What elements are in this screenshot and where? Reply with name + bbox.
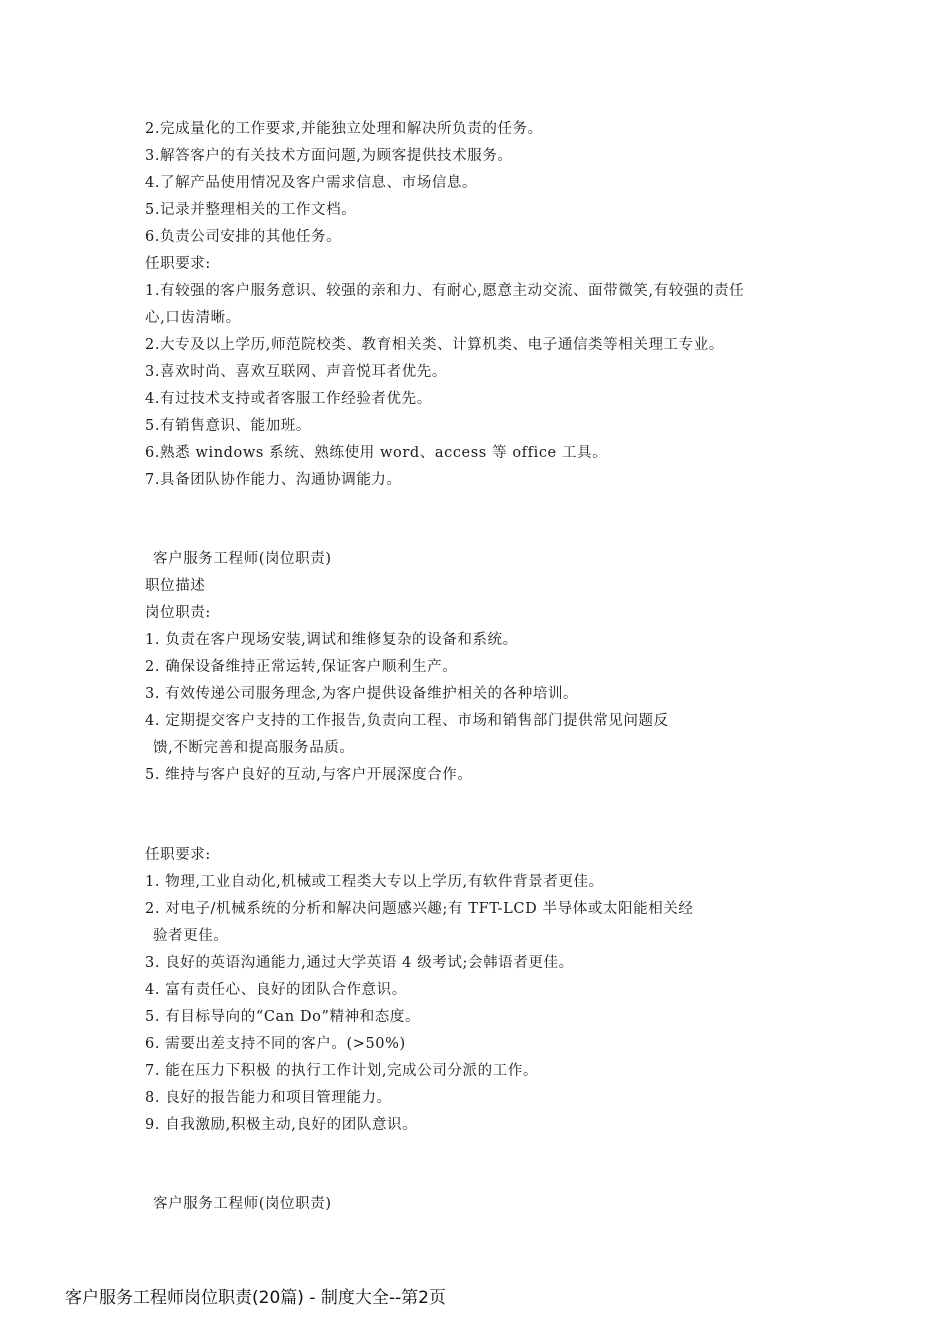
duty-item: 6.负责公司安排的其他任务。 (145, 229, 342, 245)
requirement-item: 2. 对电子/机械系统的分析和解决问题感兴趣;有 TFT-LCD 半导体或太阳能相关经 (145, 901, 694, 917)
requirement-item: 8. 良好的报告能力和项目管理能力。 (145, 1090, 392, 1106)
requirement-item: 4.有过技术支持或者客服工作经验者优先。 (145, 391, 432, 407)
duty-item: 3. 有效传递公司服务理念,为客户提供设备维护相关的各种培训。 (145, 686, 579, 702)
duty-item: 1. 负责在客户现场安装,调试和维修复杂的设备和系统。 (145, 632, 518, 648)
requirement-item: 9. 自我激励,积极主动,良好的团队意识。 (145, 1117, 418, 1133)
requirement-item: 4. 富有责任心、良好的团队合作意识。 (145, 982, 407, 998)
duties-heading: 岗位职责: (145, 605, 211, 621)
duty-item: 4. 定期提交客户支持的工作报告,负责向工程、市场和销售部门提供常见问题反 (145, 713, 669, 729)
duty-item-continued: 馈,不断完善和提高服务品质。 (153, 740, 355, 756)
requirement-item-continued: 心,口齿清晰。 (145, 310, 241, 326)
page-footer: 客户服务工程师岗位职责(20篇) - 制度大全--第2页 (65, 1288, 446, 1308)
duty-item: 5. 维持与客户良好的互动,与客户开展深度合作。 (145, 767, 473, 783)
section-title: 客户服务工程师(岗位职责) (153, 551, 332, 567)
requirement-item-continued: 验者更佳。 (153, 928, 229, 944)
requirement-item: 1.有较强的客户服务意识、较强的亲和力、有耐心,愿意主动交流、面带微笑,有较强的责任 (145, 283, 745, 299)
requirement-item: 7.具备团队协作能力、沟通协调能力。 (145, 472, 402, 488)
requirement-item: 3. 良好的英语沟通能力,通过大学英语 4 级考试;会韩语者更佳。 (145, 955, 574, 971)
duty-item: 5.记录并整理相关的工作文档。 (145, 202, 357, 218)
requirements-heading: 任职要求: (145, 847, 211, 863)
requirement-item: 6. 需要出差支持不同的客户。(>50%) (145, 1036, 406, 1052)
requirement-item: 3.喜欢时尚、喜欢互联网、声音悦耳者优先。 (145, 364, 447, 380)
duty-item: 4.了解产品使用情况及客户需求信息、市场信息。 (145, 175, 478, 191)
requirement-item: 5.有销售意识、能加班。 (145, 418, 312, 434)
requirement-item: 5. 有目标导向的“Can Do”精神和态度。 (145, 1009, 421, 1025)
requirement-item: 7. 能在压力下积极 的执行工作计划,完成公司分派的工作。 (145, 1063, 539, 1079)
requirement-item: 1. 物理,工业自动化,机械或工程类大专以上学历,有软件背景者更佳。 (145, 874, 604, 890)
duty-item: 2.完成量化的工作要求,并能独立处理和解决所负责的任务。 (145, 121, 543, 137)
duty-item: 3.解答客户的有关技术方面问题,为顾客提供技术服务。 (145, 148, 513, 164)
requirements-heading: 任职要求: (145, 256, 211, 272)
section-title: 客户服务工程师(岗位职责) (153, 1196, 332, 1212)
duty-item: 2. 确保设备维持正常运转,保证客户顺利生产。 (145, 659, 458, 675)
requirement-item: 2.大专及以上学历,师范院校类、教育相关类、计算机类、电子通信类等相关理工专业。 (145, 337, 724, 353)
requirement-item: 6.熟悉 windows 系统、熟练使用 word、access 等 office 工具。 (145, 445, 608, 461)
section-subtitle: 职位描述 (145, 578, 206, 594)
